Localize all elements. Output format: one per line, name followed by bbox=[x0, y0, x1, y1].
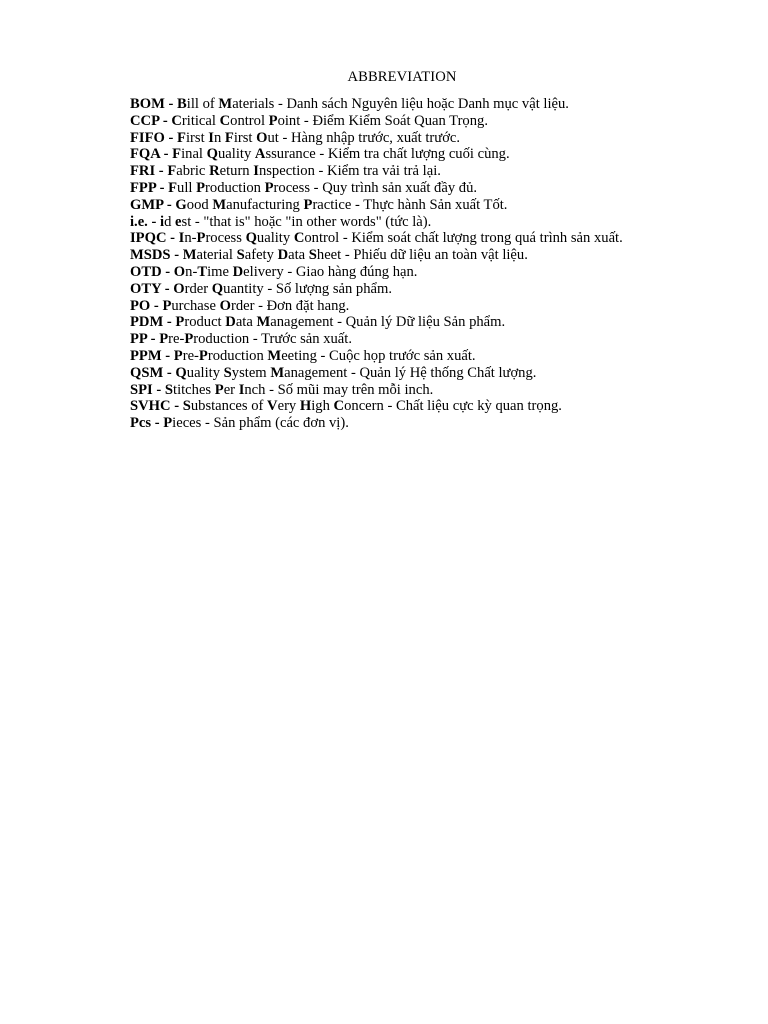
expansion-rest: ood bbox=[186, 196, 213, 213]
expansion-rest: aterial bbox=[196, 247, 237, 264]
abbreviation-expansion bbox=[171, 113, 300, 129]
abbreviation-entry bbox=[130, 130, 750, 147]
abbreviation-expansion bbox=[172, 146, 316, 162]
abbreviation-entry bbox=[130, 197, 750, 214]
abbreviation-entry bbox=[130, 382, 750, 399]
expansion-rest: roduction bbox=[193, 331, 250, 348]
abbreviation-expansion bbox=[183, 398, 384, 414]
expansion-initial: H bbox=[299, 398, 312, 415]
expansion-rest: n bbox=[213, 129, 225, 146]
abbreviation-separator: - bbox=[152, 381, 165, 398]
abbreviation-expansion bbox=[177, 96, 274, 112]
abbreviation-code: CCP bbox=[130, 112, 160, 129]
expansion-rest: rocess bbox=[273, 179, 311, 196]
abbreviation-expansion bbox=[163, 415, 201, 431]
expansion-rest: ystem bbox=[231, 364, 271, 381]
expansion-rest: ontrol bbox=[230, 112, 269, 129]
expansion-rest: ime bbox=[207, 263, 233, 280]
abbreviation-separator: - bbox=[147, 331, 160, 348]
expansion-rest: ractice bbox=[312, 196, 352, 213]
expansion-rest: roduction bbox=[205, 179, 265, 196]
abbreviation-separator: - bbox=[163, 314, 176, 331]
expansion-initial: P bbox=[196, 179, 206, 196]
abbreviation-code: i.e. bbox=[130, 213, 148, 230]
expansion-rest: oncern bbox=[344, 398, 384, 415]
expansion-initial: I bbox=[178, 230, 185, 247]
expansion-initial: P bbox=[303, 196, 313, 213]
expansion-rest: ery bbox=[277, 398, 300, 415]
expansion-initial: V bbox=[267, 398, 278, 415]
abbreviation-entry bbox=[130, 214, 750, 231]
abbreviation-expansion bbox=[177, 130, 279, 146]
abbreviation-expansion bbox=[175, 197, 351, 213]
expansion-initial: P bbox=[268, 112, 278, 129]
abbreviation-separator: - bbox=[150, 297, 163, 314]
abbreviation-expansion bbox=[159, 331, 249, 347]
expansion-rest: d bbox=[164, 213, 176, 230]
abbreviation-entry bbox=[130, 113, 750, 130]
expansion-rest: uality bbox=[186, 364, 224, 381]
abbreviation-entry bbox=[130, 96, 750, 113]
expansion-rest: eturn bbox=[219, 163, 254, 180]
abbreviation-separator: - bbox=[161, 280, 174, 297]
expansion-initial: i bbox=[160, 213, 165, 230]
abbreviation-expansion bbox=[175, 314, 333, 330]
abbreviation-entry bbox=[130, 415, 750, 432]
expansion-initial: M bbox=[267, 347, 282, 364]
expansion-rest: uality bbox=[218, 146, 255, 163]
expansion-rest: aterials bbox=[232, 96, 275, 112]
expansion-rest: n- bbox=[185, 263, 198, 280]
abbreviation-entry bbox=[130, 230, 750, 247]
expansion-rest: abric bbox=[176, 163, 210, 180]
abbreviation-code: IPQC bbox=[130, 230, 167, 247]
abbreviation-code: QSM bbox=[130, 364, 164, 381]
abbreviation-entry bbox=[130, 348, 750, 365]
abbreviation-meaning: - Hàng nhập trước, xuất trước. bbox=[278, 129, 461, 146]
expansion-rest: anagement bbox=[284, 364, 348, 381]
abbreviation-code: FRI bbox=[130, 163, 156, 180]
expansion-rest: anagement bbox=[270, 314, 334, 331]
abbreviation-code: PDM bbox=[130, 314, 164, 331]
abbreviation-meaning: - Kiểm tra vải trả lại. bbox=[314, 163, 441, 180]
abbreviation-code: PP bbox=[130, 331, 148, 348]
abbreviation-entry bbox=[130, 281, 750, 298]
abbreviation-meaning: - Số mũi may trên mỗi inch. bbox=[265, 381, 434, 398]
expansion-initial: F bbox=[224, 129, 234, 146]
abbreviation-separator: - bbox=[161, 263, 174, 280]
abbreviation-expansion bbox=[179, 230, 340, 246]
abbreviation-meaning: - Kiểm tra chất lượng cuối cùng. bbox=[315, 146, 510, 163]
abbreviation-expansion bbox=[167, 163, 315, 179]
expansion-initial: O bbox=[256, 129, 268, 146]
expansion-rest: titches bbox=[173, 381, 215, 398]
expansion-rest: ieces bbox=[172, 415, 202, 432]
abbreviation-expansion bbox=[168, 180, 310, 196]
abbreviation-expansion bbox=[165, 382, 266, 398]
expansion-rest: afety bbox=[244, 247, 278, 264]
expansion-rest: ontrol bbox=[304, 230, 340, 247]
abbreviation-entry bbox=[130, 398, 750, 415]
abbreviation-meaning: - Giao hàng đúng hạn. bbox=[283, 263, 418, 280]
expansion-initial: P bbox=[214, 381, 224, 398]
expansion-initial: C bbox=[219, 112, 231, 129]
abbreviation-code: GMP bbox=[130, 196, 164, 213]
abbreviation-expansion bbox=[162, 298, 254, 314]
abbreviation-code: SVHC bbox=[130, 398, 171, 415]
abbreviation-separator: - bbox=[160, 146, 173, 163]
expansion-rest: ubstances of bbox=[190, 398, 268, 415]
abbreviation-code: FPP bbox=[130, 179, 156, 196]
expansion-rest: uality bbox=[256, 230, 294, 247]
expansion-rest: st bbox=[181, 213, 192, 230]
abbreviation-meaning: - Đơn đặt hang. bbox=[254, 297, 350, 314]
expansion-initial: Q bbox=[245, 230, 257, 247]
abbreviation-entry bbox=[130, 264, 750, 281]
abbreviation-separator: - bbox=[161, 347, 174, 364]
expansion-rest: igh bbox=[311, 398, 334, 415]
expansion-initial: F bbox=[177, 129, 186, 146]
expansion-initial: F bbox=[172, 146, 182, 163]
expansion-rest: heet bbox=[316, 247, 342, 264]
abbreviation-separator: - bbox=[151, 415, 164, 432]
expansion-rest: roduction bbox=[207, 347, 268, 364]
abbreviation-separator: - bbox=[164, 129, 178, 146]
expansion-rest: oint bbox=[277, 112, 301, 129]
expansion-rest: ut bbox=[267, 129, 279, 146]
document-title: ABBREVIATION bbox=[347, 69, 457, 85]
expansion-initial: C bbox=[293, 230, 305, 247]
expansion-initial: G bbox=[175, 196, 187, 213]
expansion-rest: elivery bbox=[243, 263, 284, 280]
abbreviation-separator: - bbox=[163, 196, 176, 213]
expansion-rest: eeting bbox=[281, 347, 317, 364]
abbreviation-code: PPM bbox=[130, 347, 162, 364]
abbreviation-meaning: - Quản lý Hệ thống Chất lượng. bbox=[347, 364, 537, 381]
abbreviation-meaning: - Phiếu dữ liệu an toàn vật liệu. bbox=[341, 247, 528, 264]
expansion-initial: P bbox=[163, 415, 173, 432]
expansion-rest: re- bbox=[182, 347, 199, 364]
expansion-initial: P bbox=[162, 297, 172, 314]
expansion-rest: urchase bbox=[171, 297, 220, 314]
abbreviation-separator: - bbox=[155, 163, 168, 180]
abbreviation-entry bbox=[130, 298, 750, 315]
abbreviation-meaning: - Trước sản xuất. bbox=[249, 331, 352, 348]
abbreviation-entry bbox=[130, 163, 750, 180]
abbreviation-expansion bbox=[173, 281, 263, 297]
abbreviation-expansion bbox=[183, 247, 342, 263]
expansion-rest: er bbox=[223, 381, 239, 398]
expansion-initial: Q bbox=[206, 146, 218, 163]
expansion-initial: F bbox=[167, 163, 177, 180]
expansion-rest: ritical bbox=[181, 112, 220, 129]
expansion-rest: re- bbox=[168, 331, 185, 348]
expansion-rest: nch bbox=[244, 381, 266, 398]
expansion-rest: roduct bbox=[184, 314, 226, 331]
expansion-initial: M bbox=[256, 314, 271, 331]
expansion-initial: P bbox=[175, 314, 185, 331]
expansion-rest: ata bbox=[288, 247, 309, 264]
abbreviation-code: BOM bbox=[130, 96, 165, 112]
expansion-initial: D bbox=[277, 247, 289, 264]
expansion-initial: I bbox=[253, 163, 259, 180]
abbreviation-expansion bbox=[175, 365, 347, 381]
expansion-initial: P bbox=[198, 347, 208, 364]
expansion-initial: Q bbox=[175, 364, 187, 381]
expansion-rest: rocess bbox=[205, 230, 246, 247]
expansion-rest: ssurance bbox=[265, 146, 316, 163]
expansion-initial: Q bbox=[211, 280, 224, 297]
expansion-initial: P bbox=[173, 347, 183, 364]
expansion-initial: M bbox=[270, 364, 285, 381]
expansion-initial: M bbox=[218, 96, 233, 112]
abbreviation-meaning: - "that is" hoặc "in other words" (tức là). bbox=[191, 213, 432, 230]
abbreviation-code: OTD bbox=[130, 263, 162, 280]
abbreviation-separator: - bbox=[159, 112, 172, 129]
expansion-rest: ill of bbox=[186, 96, 219, 112]
abbreviation-meaning: - Chất liệu cực kỳ quan trọng. bbox=[383, 398, 562, 415]
abbreviation-entry bbox=[130, 247, 750, 264]
expansion-initial: M bbox=[212, 196, 227, 213]
expansion-initial: A bbox=[254, 146, 266, 163]
abbreviation-meaning: - Cuộc họp trước sản xuất. bbox=[316, 347, 476, 364]
abbreviation-meaning: - Danh sách Nguyên liệu hoặc Danh mục vật liệu. bbox=[274, 96, 569, 112]
expansion-initial: B bbox=[177, 96, 187, 112]
abbreviation-expansion bbox=[160, 214, 191, 230]
expansion-initial: O bbox=[219, 297, 231, 314]
abbreviation-expansion bbox=[174, 348, 317, 364]
expansion-rest: ull bbox=[177, 179, 197, 196]
abbreviation-separator: - bbox=[170, 398, 183, 415]
expansion-initial: S bbox=[164, 381, 174, 398]
expansion-initial: C bbox=[333, 398, 345, 415]
expansion-initial: S bbox=[308, 247, 317, 264]
abbreviation-entry bbox=[130, 314, 750, 331]
expansion-initial: S bbox=[182, 398, 191, 415]
abbreviation-meaning: - Quản lý Dữ liệu Sản phẩm. bbox=[333, 314, 506, 331]
abbreviation-entry bbox=[130, 331, 750, 348]
expansion-initial: P bbox=[159, 331, 169, 348]
abbreviation-meaning: - Điểm Kiểm Soát Quan Trọng. bbox=[300, 112, 488, 129]
expansion-rest: n- bbox=[184, 230, 197, 247]
expansion-rest: uantity bbox=[223, 280, 264, 297]
expansion-initial: O bbox=[173, 263, 186, 280]
expansion-initial: e bbox=[175, 213, 182, 230]
abbreviation-meaning: - Thực hành Sản xuất Tốt. bbox=[351, 196, 508, 213]
expansion-rest: ata bbox=[235, 314, 257, 331]
expansion-initial: F bbox=[168, 179, 178, 196]
expansion-initial: O bbox=[173, 280, 185, 297]
abbreviation-expansion bbox=[174, 264, 284, 280]
abbreviation-separator: - bbox=[163, 364, 176, 381]
abbreviation-code: MSDS bbox=[130, 247, 171, 264]
expansion-initial: P bbox=[184, 331, 194, 348]
expansion-initial: T bbox=[197, 263, 208, 280]
abbreviation-separator: - bbox=[166, 230, 179, 247]
expansion-rest: rder bbox=[230, 297, 255, 314]
abbreviation-meaning: - Số lượng sản phẩm. bbox=[263, 280, 393, 297]
expansion-initial: P bbox=[196, 230, 206, 247]
abbreviation-code: SPI bbox=[130, 381, 153, 398]
expansion-rest: irst bbox=[185, 129, 209, 146]
expansion-initial: D bbox=[232, 263, 244, 280]
expansion-initial: D bbox=[225, 314, 236, 331]
abbreviation-meaning: - Sản phẩm (các đơn vị). bbox=[201, 415, 349, 432]
abbreviation-entry bbox=[130, 365, 750, 382]
abbreviation-meaning: - Quy trình sản xuất đầy đủ. bbox=[310, 179, 478, 196]
expansion-initial: S bbox=[223, 364, 232, 381]
abbreviation-code: FQA bbox=[130, 146, 160, 163]
abbreviation-separator: - bbox=[164, 96, 178, 112]
expansion-rest: rder bbox=[184, 280, 212, 297]
expansion-initial: P bbox=[264, 179, 274, 196]
expansion-initial: S bbox=[236, 247, 245, 264]
abbreviation-code: OTY bbox=[130, 280, 162, 297]
abbreviation-separator: - bbox=[155, 179, 169, 196]
abbreviation-separator: - bbox=[147, 213, 161, 230]
expansion-rest: irst bbox=[233, 129, 257, 146]
expansion-initial: I bbox=[208, 129, 214, 146]
abbreviation-code: Pcs bbox=[130, 415, 152, 432]
expansion-initial: C bbox=[171, 112, 182, 129]
abbreviation-list bbox=[130, 96, 750, 432]
abbreviation-code: PO bbox=[130, 297, 151, 314]
expansion-initial: M bbox=[182, 247, 197, 264]
expansion-rest: anufacturing bbox=[226, 196, 304, 213]
abbreviation-code: FIFO bbox=[130, 129, 165, 146]
abbreviation-meaning: - Kiểm soát chất lượng trong quá trình sản xuất. bbox=[339, 230, 623, 247]
expansion-rest: inal bbox=[181, 146, 207, 163]
abbreviation-separator: - bbox=[170, 247, 183, 264]
expansion-rest: nspection bbox=[258, 163, 315, 180]
expansion-initial: R bbox=[209, 163, 220, 180]
abbreviation-entry bbox=[130, 146, 750, 163]
abbreviation-entry bbox=[130, 180, 750, 197]
expansion-initial: I bbox=[238, 381, 245, 398]
